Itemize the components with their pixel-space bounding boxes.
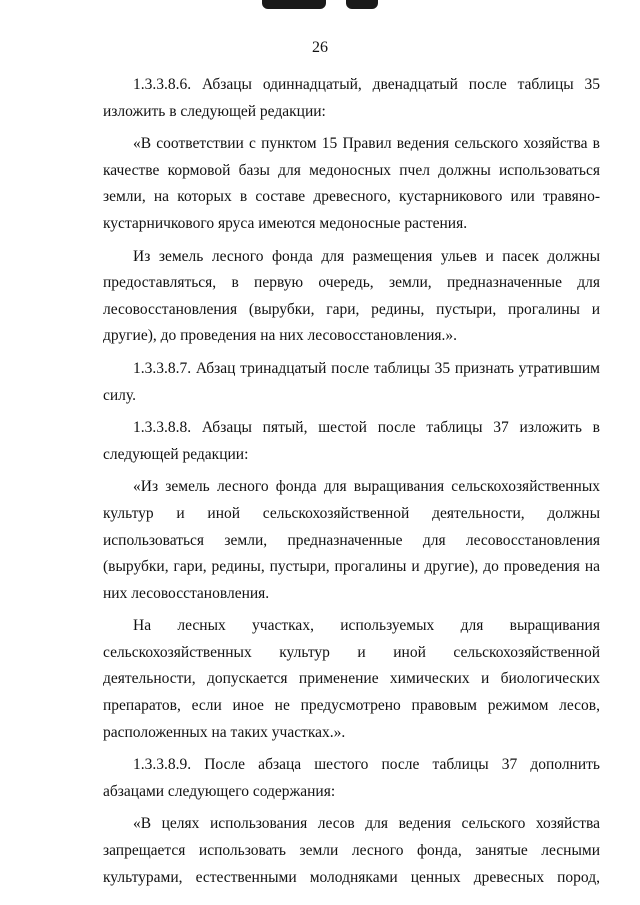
page-number: 26 [312, 39, 328, 56]
scan-artifact-right [346, 0, 378, 9]
scan-artifact-left [262, 0, 326, 9]
paragraph-chemical-preparations: На лесных участках, используемых для выращивания сельскохозяйственных культур и иной сельскохозяйственной деятельности, допускается применение химических и биологических препаратов, если иное не предусмотрено правовым режимом лесов, расположенных на таких участках.». [103, 617, 600, 741]
paragraph-crop-cultivation: «Из земель лесного фонда для выращивания сельскохозяйственных культур и иной сельскохозяйственной деятельности, должны использоваться земли, предназначенные для лесовосстановления (вырубки, гари, редины, пустыри, прогалины и другие), до проведения на них лесовосстановления. [103, 478, 600, 602]
paragraph-prohibition: «В целях использования лесов для ведения сельского хозяйства запрещается использовать земли лесного фонда, занятые лесными культурами, естественными молодняками ценных древесных пород, [103, 815, 600, 886]
paragraph-1-3-3-8-9: 1.3.3.8.9. После абзаца шестого после таблицы 37 дополнить абзацами следующего содержания: [103, 756, 600, 800]
paragraph-hives-apiaries: Из земель лесного фонда для размещения ульев и пасек должны предоставляться, в первую очередь, земли, предназначенные для лесовосстановления (вырубки, гари, редины, пустыри, прогалины и другие), до проведения на них лесовосстановления.». [103, 247, 600, 345]
document-body [103, 72, 600, 897]
paragraph-1-3-3-8-8: 1.3.3.8.8. Абзацы пятый, шестой после таблицы 37 изложить в следующей редакции: [103, 419, 600, 463]
paragraph-1-3-3-8-7: 1.3.3.8.7. Абзац тринадцатый после таблицы 35 признать утратившим силу. [103, 359, 600, 404]
paragraph-honey-plants: «В соответствии с пунктом 15 Правил ведения сельского хозяйства в качестве кормовой базы для медоносных пчел должны использоваться земли, на которых в составе древесного, кустарникового или травяно-кустарничкового яруса имеются медоносные растения. [103, 135, 600, 232]
paragraph-1-3-3-8-6: 1.3.3.8.6. Абзацы одиннадцатый, двенадцатый после таблицы 35 изложить в следующей редакции: [103, 76, 600, 120]
